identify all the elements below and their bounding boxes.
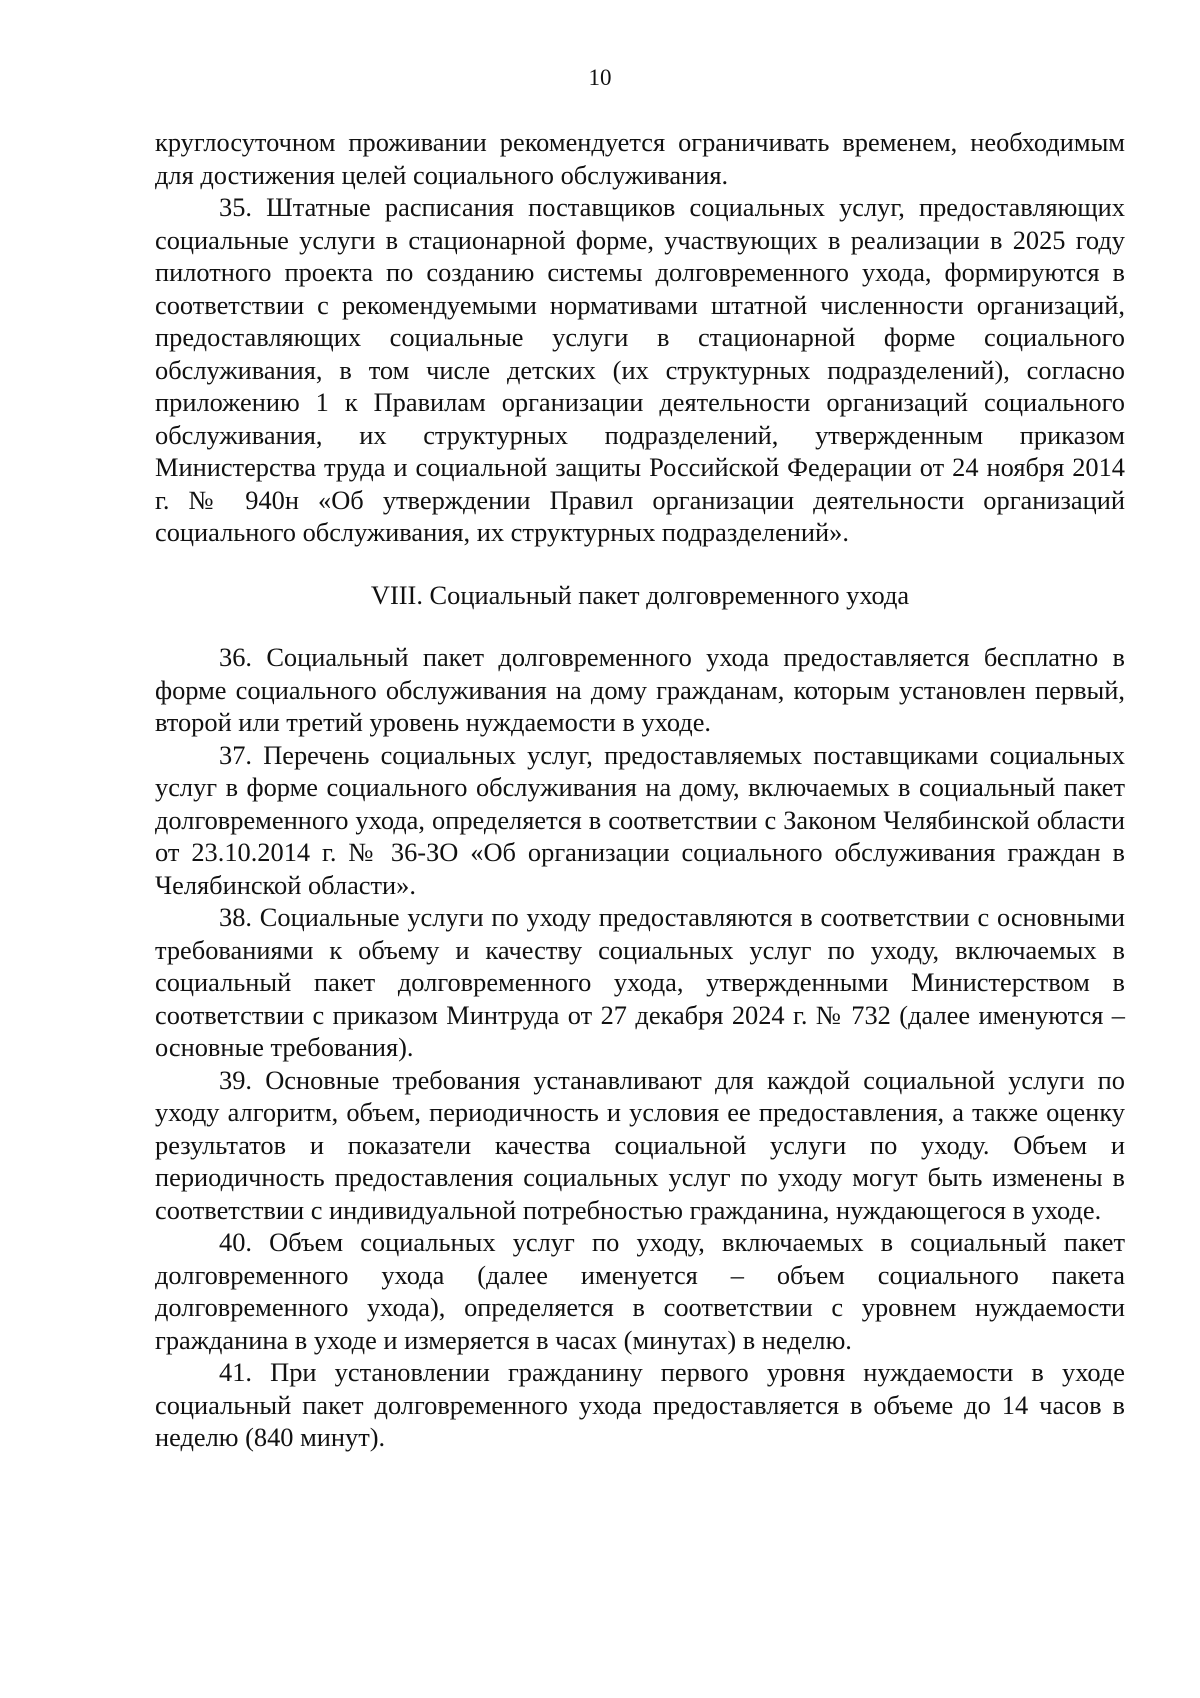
paragraph-35: 35. Штатные расписания поставщиков социальных услуг, предоставляющих социальные услуги в стационарной форме, участвующих в реализации в 2025 году пилотного проекта по созданию системы долговременного ухода, формируются в соответствии с рекомендуемыми нормативами штатной численности организаций, предоставляющих социальные услуги в стационарной форме социального обслуживания, в том числе детских (их структурных подразделений), согласно приложению 1 к Правилам организации деятельности организаций социального обслуживания, их структурных подразделений, утвержденным приказом Министерства труда и социальной защиты Российской Федерации от 24 ноября 2014 г. № 940н «Об утверждении Правил организации деятельности организаций социального обслуживания, их структурных подразделений». (155, 192, 1125, 547)
section-heading-viii: VIII. Социальный пакет долговременного ухода (370, 579, 910, 610)
paragraph-36: 36. Социальный пакет долговременного ухода предоставляется бесплатно в форме социального обслуживания на дому гражданам, которым установлен первый, второй или третий уровень нуждаемости в уходе. (155, 642, 1125, 737)
paragraph-38: 38. Социальные услуги по уходу предоставляются в соответствии с основными требованиями к объему и качеству социальных услуг по уходу, включаемых в социальный пакет долговременного ухода, утвержденными Министерством в соответствии с приказом Минтруда от 27 декабря 2024 г. № 732 (далее именуются – основные требования). (155, 902, 1125, 1062)
paragraph-40: 40. Объем социальных услуг по уходу, включаемых в социальный пакет долговременного ухода (далее именуется – объем социального пакета долговременного ухода), определяется в соответствии с уровнем нуждаемости гражданина в уходе и измеряется в часах (минутах) в неделю. (155, 1227, 1125, 1355)
paragraph-34-continuation: круглосуточном проживании рекомендуется ограничивать временем, необходимым для достижения целей социального обслуживания. (155, 127, 1125, 190)
paragraph-39: 39. Основные требования устанавливают для каждой социальной услуги по уходу алгоритм, объем, периодичность и условия ее предоставления, а также оценку результатов и показатели качества социальной услуги по уходу. Объем и периодичность предоставления социальных услуг по уходу могут быть изменены в соответствии с индивидуальной потребностью гражданина, нуждающегося в уходе. (155, 1064, 1125, 1225)
paragraph-41: 41. При установлении гражданину первого уровня нуждаемости в уходе социальный пакет долговременного ухода предоставляется в объеме до 14 часов в неделю (840 минут). (155, 1357, 1125, 1452)
paragraph-37: 37. Перечень социальных услуг, предоставляемых поставщиками социальных услуг в форме социального обслуживания на дому, включаемых в социальный пакет долговременного ухода, определяется в соответствии с Законом Челябинской области от 23.10.2014 г. № 36-ЗО «Об организации социального обслуживания граждан в Челябинской области». (155, 739, 1125, 900)
document-body (155, 126, 1125, 1454)
page-number: 10 (588, 65, 612, 90)
